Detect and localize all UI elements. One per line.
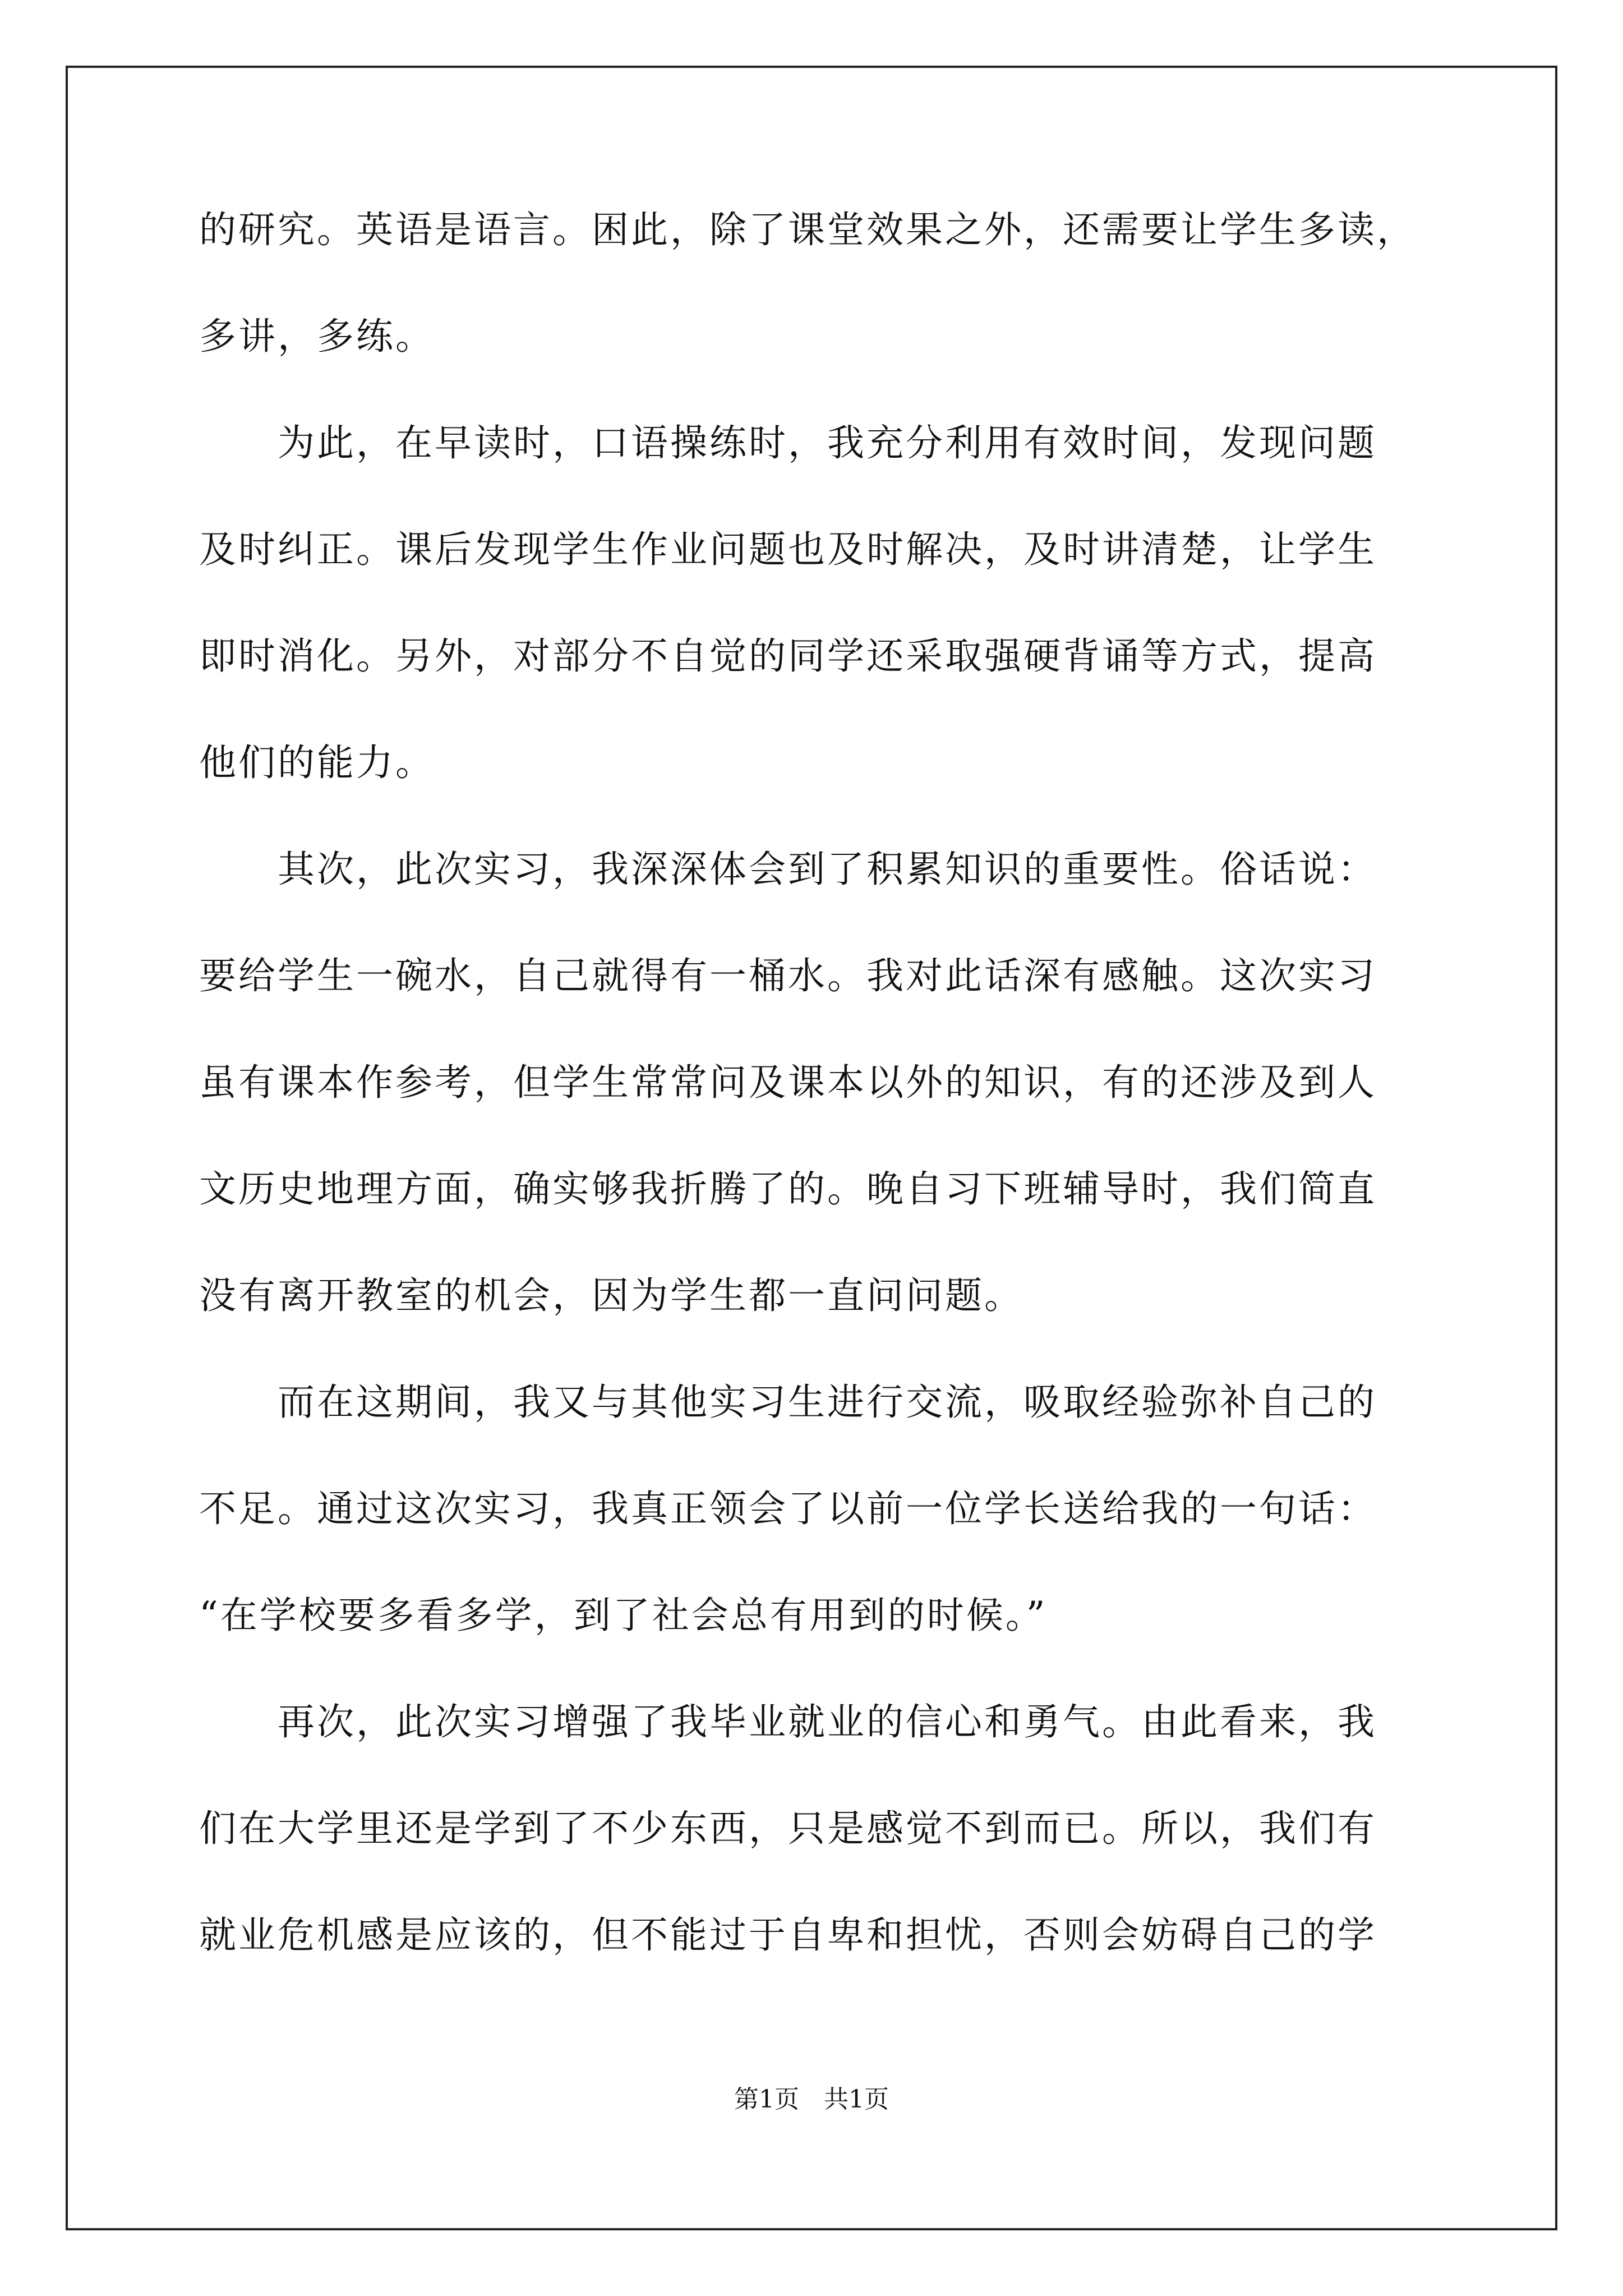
page-border [66, 66, 1557, 2230]
page-footer: 第1页 共1页 [734, 2085, 889, 2114]
text-line: 就业危机感是应该的，但不能过于自卑和担忧，否则会妨碍自己的学 [199, 1913, 1377, 1957]
text-line: 及时纠正。课后发现学生作业问题也及时解决，及时讲清楚，让学生 [199, 528, 1377, 571]
text-line: 为此，在早读时，口语操练时，我充分利用有效时间，发现问题 [199, 421, 1377, 464]
text-line: 他们的能力。 [199, 741, 435, 784]
text-line: 再次，此次实习增强了我毕业就业的信心和勇气。由此看来，我 [199, 1700, 1377, 1743]
text-line: 文历史地理方面，确实够我折腾了的。晚自习下班辅导时，我们简直 [199, 1167, 1377, 1211]
text-line: 多讲，多练。 [199, 315, 435, 358]
text-line: 其次，此次实习，我深深体会到了积累知识的重要性。俗话说： [199, 848, 1377, 891]
text-line: 虽有课本作参考，但学生常常问及课本以外的知识，有的还涉及到人 [199, 1061, 1377, 1104]
text-line: 们在大学里还是学到了不少东西，只是感觉不到而已。所以，我们有 [199, 1807, 1377, 1850]
text-line: 不足。通过这次实习，我真正领会了以前一位学长送给我的一句话： [199, 1487, 1377, 1530]
text-line: 要给学生一碗水，自己就得有一桶水。我对此话深有感触。这次实习 [199, 954, 1377, 997]
text-line: 的研究。英语是语言。困此，除了课堂效果之外，还需要让学生多读， [199, 208, 1416, 251]
text-line: 即时消化。另外，对部分不自觉的同学还采取强硬背诵等方式，提高 [199, 634, 1377, 678]
text-line: “在学校要多看多学，到了社会总有用到的时候。” [199, 1594, 1048, 1637]
text-line: 而在这期间，我又与其他实习生进行交流，吸取经验弥补自己的 [199, 1381, 1377, 1424]
text-line: 没有离开教室的机会，因为学生都一直问问题。 [199, 1274, 1023, 1317]
